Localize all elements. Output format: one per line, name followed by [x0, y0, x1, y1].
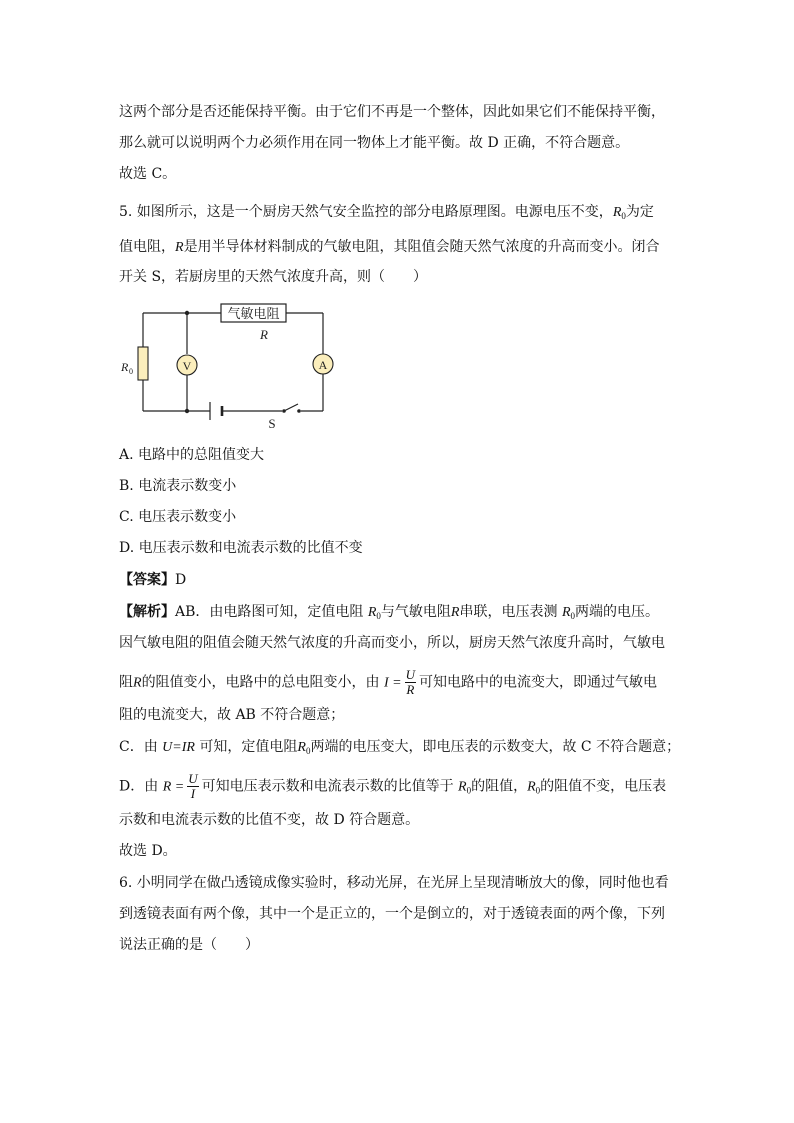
fraction-u-over-r: $\frac{U}{R}$ [405, 667, 416, 697]
option-a: A. 电路中的总阻值变大 [119, 447, 265, 463]
analysis-line: 阻R的阻值变小，电路中的总电阻变小，由 I = $\frac{U}{R}$ 可知电路中的电流变大，即通过气敏电 [119, 667, 658, 697]
switch-icon [282, 404, 301, 413]
question-6-line: 说法正确的是（ ） [119, 937, 259, 953]
battery-icon [210, 402, 222, 420]
answer-line: 【答案】D [119, 572, 187, 588]
voltmeter-label: V [182, 359, 192, 373]
question-6-line: 到透镜表面有两个像，其中一个是正立的，一个是倒立的，对于透镜表面的两个像，下列 [119, 906, 665, 922]
analysis-line: 因气敏电阻的阻值会随天然气浓度的升高而变小，所以，厨房天然气浓度升高时，气敏电 [119, 635, 665, 651]
r0-subscript: 0 [129, 367, 133, 376]
analysis-line: C．由 U=IR 可知，定值电阻$R_0$两端的电压变大，即电压表的示数变大，故 C 不符合题意； [119, 739, 681, 756]
text-line: 那么就可以说明两个力必须作用在同一物体上才能平衡。故 D 正确，不符合题意。 [119, 135, 630, 151]
junction-dot [185, 409, 189, 413]
question-5-line: 5. 如图所示，这是一个厨房天然气安全监控的部分电路原理图。电源电压不变，$R_0$为定 [119, 204, 654, 221]
circuit-diagram [112, 300, 342, 432]
r0-symbol: R [121, 360, 129, 374]
question-6-line: 6. 小明同学在做凸透镜成像实验时，移动光屏，在光屏上呈现清晰放大的像，同时他也看 [119, 875, 669, 891]
analysis-line: 【解析】AB．由电路图可知，定值电阻 $R_0$与气敏电阻R串联，电压表测 $R_0$两端的电压。 [119, 604, 659, 621]
sensor-symbol: R [260, 327, 268, 342]
answer-choice: 故选 D。 [119, 843, 177, 859]
answer-choice: 故选 C。 [119, 166, 177, 182]
junction-dot [185, 311, 189, 315]
option-b: B. 电流表示数变小 [119, 478, 237, 494]
option-c: C. 电压表示数变小 [119, 509, 237, 525]
analysis-line: 阻的电流变大，故 AB 不符合题意； [119, 707, 345, 723]
analysis-line: 示数和电流表示数的比值不变，故 D 符合题意。 [119, 812, 420, 828]
text-line: 这两个部分是否还能保持平衡。由于它们不再是一个整体，因此如果它们不能保持平衡， [119, 104, 665, 120]
switch-label: S [268, 416, 276, 431]
fixed-resistor-r0 [138, 347, 148, 380]
sensor-label: 气敏电阻 [227, 306, 280, 321]
question-5-line: 开关 S，若厨房里的天然气浓度升高，则（ ） [119, 269, 428, 285]
question-5-line: 值电阻，R是用半导体材料制成的气敏电阻，其阻值会随天然气浓度的升高而变小。闭合 [119, 239, 660, 255]
option-d: D. 电压表示数和电流表示数的比值不变 [119, 540, 363, 556]
fraction-u-over-i: $\frac{U}{I}$ [188, 771, 198, 801]
analysis-line: D．由 R = $\frac{U}{I}$ 可知电压表示数和电流表示数的比值等于 $R_0$的阻值，$R_0$的阻值不变，电压表 [119, 771, 667, 801]
ammeter-label: A [318, 358, 328, 372]
